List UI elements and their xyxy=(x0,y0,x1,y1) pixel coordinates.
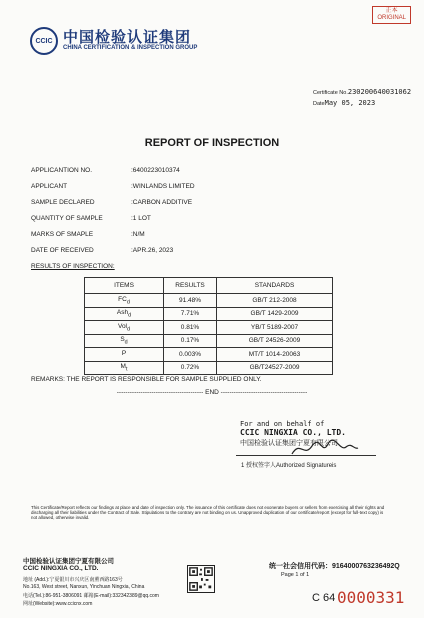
stamp-cn: 正本 xyxy=(385,8,398,14)
original-stamp xyxy=(372,6,411,24)
cert-label: Certificate No. xyxy=(313,90,348,96)
handwritten-signature xyxy=(290,438,360,460)
table-row xyxy=(85,294,333,308)
item-name: Ash xyxy=(116,309,129,317)
standard-cell: MT/T 1014-20063 xyxy=(217,348,333,362)
disclaimer-text: This Certificate/Report reflects our findings at place and date of inspection only. The issuance of this certificate does not exonerate buyers or sellers from exercising all their rights and discharging all their liabilities under the Contract of Sale. Stipulations to the contrary are not binding on us. Unapproved duplication of our certificate/report (except for full-text copy) is not allowed, otherwise invalid. xyxy=(31,505,385,521)
date-value: May 05, 2023 xyxy=(324,99,376,107)
result-cell: 0.003% xyxy=(164,348,217,362)
result-cell: 0.81% xyxy=(164,321,217,335)
stamp-en: ORIGINAL xyxy=(377,15,406,21)
header-standards: STANDARDS xyxy=(217,278,333,294)
signature-line xyxy=(236,455,376,456)
logo-text: CCIC xyxy=(35,37,53,45)
field-value: :1 LOT xyxy=(131,215,151,222)
footer-address-en: No.163, West street, Nanxun, Yinchuan Ningxia, China xyxy=(23,584,145,590)
date-label: Date xyxy=(313,101,325,107)
report-title: REPORT OF INSPECTION xyxy=(144,137,280,149)
page-number: Page 1 of 1 xyxy=(281,572,310,578)
result-cell: 0.72% xyxy=(164,361,217,375)
remarks: REMARKS: THE REPORT IS RESPONSIBLE FOR SAMPLE SUPPLIED ONLY. xyxy=(31,376,262,383)
qr-code-icon xyxy=(187,565,215,593)
field-value: :N/M xyxy=(131,231,145,238)
item-name: Vol xyxy=(117,322,128,330)
standard-cell: GB/T 212-2008 xyxy=(217,294,333,308)
field-label: DATE OF RECEIVED xyxy=(31,247,94,254)
org-name-en: CHINA CERTIFICATION & INSPECTION GROUP xyxy=(63,45,198,51)
item-subscript: d xyxy=(128,312,132,319)
result-cell: 91.48% xyxy=(164,294,217,308)
cert-value: 230200640031062 xyxy=(347,88,412,96)
item-subscript: d xyxy=(127,325,131,332)
table-row xyxy=(85,348,333,362)
item-cell xyxy=(85,334,164,348)
item-name: FC xyxy=(118,295,127,303)
signature-company-en: CCIC NINGXIA CO., LTD. xyxy=(240,428,346,437)
results-heading: RESULTS OF INSPECTION: xyxy=(31,263,115,270)
standard-cell: YB/T 5189-2007 xyxy=(217,321,333,335)
field-label: QUANTITY OF SAMPLE xyxy=(31,215,103,222)
serial-number: 0000331 xyxy=(337,588,405,607)
end-marker: ---------------------------------------- END ---------------------------------------- xyxy=(116,389,308,396)
field-value: :6400223010374 xyxy=(131,167,180,174)
table-row xyxy=(85,307,333,321)
header-results: RESULTS xyxy=(164,278,217,294)
field-label: APPLICANT xyxy=(31,183,68,190)
org-name-cn: 中国检验认证集团 xyxy=(63,29,192,46)
certificate-date xyxy=(313,99,375,107)
field-label: SAMPLE DECLARED xyxy=(31,199,95,206)
item-cell xyxy=(85,294,164,308)
table-row xyxy=(85,334,333,348)
table-header-row xyxy=(85,278,333,294)
standard-cell: GB/T24527-2009 xyxy=(217,361,333,375)
header-items: ITEMS xyxy=(85,278,164,294)
signature-behalf: For and on behalf of xyxy=(240,420,325,428)
item-cell xyxy=(85,307,164,321)
item-cell xyxy=(85,321,164,335)
item-name: S xyxy=(120,336,125,344)
footer-contact: 电话(Tel.):86-951-3806091 邮箱(E-mail):332342389@qq.com xyxy=(23,593,159,599)
footer-website: 网址(Website):www.ccicnx.com xyxy=(23,601,93,607)
signature-company-cn: 中国检验认证集团宁夏有限公司 xyxy=(240,440,338,447)
item-cell xyxy=(85,361,164,375)
field-value: :CARBON ADDITIVE xyxy=(131,199,193,206)
field-value: :APR.26, 2023 xyxy=(131,247,174,254)
item-name: P xyxy=(121,349,127,357)
field-value: :WINLANDS LIMITED xyxy=(131,183,195,190)
authorized-signature-label: 1 授权签字人Authorized Signatureis xyxy=(241,463,337,469)
credit-code: 统一社会信用代码：9164000763236492Q xyxy=(269,563,400,570)
results-table xyxy=(84,277,333,375)
item-cell xyxy=(85,348,164,362)
field-label: MARKS OF SMAPLE xyxy=(31,231,94,238)
certificate-number xyxy=(313,88,411,96)
table-row xyxy=(85,321,333,335)
ccic-logo xyxy=(30,27,58,55)
item-subscript: t xyxy=(125,366,128,373)
footer-address-cn: 地址 (Add.):宁夏银川市兴庆区南薰西路163号 xyxy=(23,577,123,583)
footer-company-cn: 中国检验认证集团宁夏有限公司 xyxy=(23,558,114,565)
standard-cell: GB/T 1429-2009 xyxy=(217,307,333,321)
item-subscript: d xyxy=(126,298,130,305)
result-cell: 7.71% xyxy=(164,307,217,321)
field-label: APPLICANTION NO. xyxy=(31,167,93,174)
footer-company-en: CCIC NINGXIA CO., LTD. xyxy=(23,565,99,572)
item-subscript: d xyxy=(124,339,128,346)
item-name: M xyxy=(120,363,126,371)
serial-prefix: C 64 xyxy=(312,592,336,604)
result-cell: 0.17% xyxy=(164,334,217,348)
standard-cell: GB/T 24526-2009 xyxy=(217,334,333,348)
table-row xyxy=(85,361,333,375)
